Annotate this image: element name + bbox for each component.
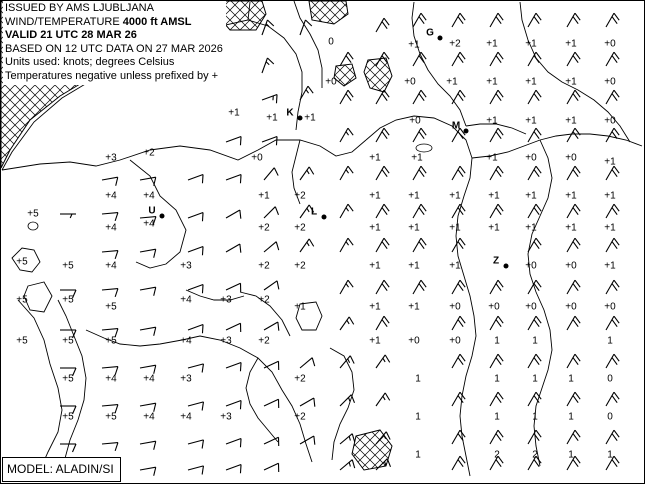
chart-header [3, 1, 226, 85]
header-basis: BASED ON 12 UTC DATA ON 27 MAR 2026 [5, 42, 223, 55]
wind-barb [320, 122, 360, 162]
temperature-value: +1 [411, 152, 423, 164]
wind-barb [320, 84, 360, 124]
wind-barb [320, 232, 360, 272]
station-marker [298, 116, 303, 121]
temperature-value: +1 [486, 38, 498, 50]
temperature-value: +4 [180, 335, 192, 347]
temperature-value: +4 [105, 222, 117, 234]
wind-barb [206, 122, 246, 162]
temperature-value: +2 [294, 260, 306, 272]
temperature-value: +1 [604, 260, 616, 272]
station-marker [438, 36, 443, 41]
temperature-value: +2 [294, 411, 306, 423]
wind-barb [40, 348, 80, 388]
temperature-value: +1 [604, 222, 616, 234]
wind-barb [320, 348, 360, 388]
temperature-value: +0 [604, 38, 616, 50]
temperature-value: 1 [532, 335, 538, 347]
temperature-value: 0 [607, 411, 613, 423]
temperature-value: +5 [105, 411, 117, 423]
wind-barb [432, 450, 472, 484]
station-label: Z [492, 255, 500, 267]
station-label: U [148, 205, 156, 217]
wind-barb [586, 450, 626, 484]
header-units: Units used: knots; degrees Celsius [5, 56, 175, 68]
temperature-value: +3 [105, 152, 117, 164]
wind-barb [470, 450, 510, 484]
temperature-value: +0 [409, 115, 421, 127]
temperature-value: +1 [565, 76, 577, 88]
wind-barb [120, 450, 160, 484]
temperature-value: +1 [304, 112, 316, 124]
temperature-value: +1 [486, 76, 498, 88]
temperature-value: +1 [408, 39, 420, 51]
temperature-value: +5 [16, 256, 28, 268]
temperature-value: 1 [415, 449, 421, 461]
temperature-value: +1 [565, 222, 577, 234]
temperature-value: 2 [532, 449, 538, 461]
header-issuing-office: ISSUED BY AMS LJUBLJANA [5, 2, 154, 14]
wind-barb [206, 232, 246, 272]
temperature-value: 1 [568, 449, 574, 461]
temperature-value: +0 [525, 152, 537, 164]
station-label: K [286, 107, 294, 119]
wind-barb [244, 450, 284, 484]
wind-barb [547, 348, 587, 388]
temperature-value: +4 [180, 411, 192, 423]
wind-barb [40, 310, 80, 350]
temperature-value: +1 [369, 222, 381, 234]
temperature-value: 1 [607, 335, 613, 347]
temperature-value: 1 [494, 373, 500, 385]
temperature-value: +4 [105, 260, 117, 272]
temperature-value: 0 [328, 36, 334, 48]
temperature-value: +2 [449, 38, 461, 50]
temperature-value: +0 [449, 301, 461, 313]
wind-barb [280, 424, 320, 464]
wind-barb [586, 348, 626, 388]
temperature-value: +5 [62, 294, 74, 306]
wind-barb [120, 270, 160, 310]
temperature-value: +1 [294, 301, 306, 313]
temperature-value: +4 [143, 218, 155, 230]
temperature-value: +1 [486, 152, 498, 164]
model-label: MODEL: ALADIN/SI [7, 462, 114, 476]
station-label: L [310, 206, 318, 218]
temperature-value: +3 [220, 294, 232, 306]
header-parameter: WIND/TEMPERATURE [5, 15, 123, 28]
temperature-value: +4 [143, 411, 155, 423]
temperature-value: 1 [607, 449, 613, 461]
station-marker [160, 214, 165, 219]
header-temperature-note: Temperatures negative unless prefixed by + [5, 69, 219, 82]
temperature-value: +1 [369, 335, 381, 347]
station-marker [504, 264, 509, 269]
temperature-value: +2 [143, 147, 155, 159]
temperature-value: +1 [408, 260, 420, 272]
wind-barb [470, 348, 510, 388]
temperature-value: +4 [143, 190, 155, 202]
temperature-value: +1 [525, 190, 537, 202]
wind-barb [432, 84, 472, 124]
temperature-value: 1 [494, 411, 500, 423]
wind-barb [508, 348, 548, 388]
temperature-value: +5 [62, 335, 74, 347]
temperature-value: 1 [415, 373, 421, 385]
wind-barb [470, 310, 510, 350]
temperature-value: +1 [369, 152, 381, 164]
temperature-value: +1 [266, 112, 278, 124]
temperature-value: +5 [16, 335, 28, 347]
station-marker [464, 129, 469, 134]
wind-barb [120, 310, 160, 350]
temperature-value: +1 [486, 115, 498, 127]
wind-barb [356, 46, 396, 86]
temperature-value: +1 [604, 190, 616, 202]
temperature-value: +1 [228, 107, 240, 119]
temperature-value: +0 [525, 301, 537, 313]
temperature-value: +3 [180, 260, 192, 272]
temperature-value: +0 [604, 76, 616, 88]
wind-barb [547, 450, 587, 484]
wind-barb [356, 348, 396, 388]
temperature-value: 1 [415, 411, 421, 423]
temperature-value: +1 [525, 76, 537, 88]
temperature-value: +5 [105, 301, 117, 313]
station-label: G [426, 27, 434, 39]
wind-barb [40, 386, 80, 426]
wind-barb [320, 310, 360, 350]
wind-barb [586, 310, 626, 350]
wind-barb [280, 15, 320, 55]
temperature-value: +5 [62, 260, 74, 272]
temperature-value: +1 [565, 38, 577, 50]
wind-barb [508, 310, 548, 350]
wind-barb [320, 450, 360, 484]
temperature-value: +5 [27, 208, 39, 220]
wind-barb [242, 15, 282, 55]
wind-barb [206, 348, 246, 388]
temperature-value: +1 [525, 222, 537, 234]
temperature-value: +3 [180, 373, 192, 385]
station-label: M [451, 120, 461, 132]
wind-barb [120, 232, 160, 272]
temperature-value: 1 [568, 411, 574, 423]
station-marker [322, 215, 327, 220]
temperature-value: +0 [449, 335, 461, 347]
temperature-value: +0 [488, 301, 500, 313]
temperature-value: +1 [369, 190, 381, 202]
temperature-value: +1 [369, 260, 381, 272]
temperature-value: +0 [565, 301, 577, 313]
temperature-value: +2 [258, 222, 270, 234]
temperature-value: +1 [565, 115, 577, 127]
wind-barb [547, 310, 587, 350]
wind-barb [320, 386, 360, 426]
temperature-value: +4 [180, 294, 192, 306]
temperature-value: +0 [525, 260, 537, 272]
temperature-value: +2 [294, 373, 306, 385]
temperature-value: +2 [258, 260, 270, 272]
wind-barb [40, 270, 80, 310]
temperature-value: +0 [565, 152, 577, 164]
temperature-value: 1 [532, 373, 538, 385]
temperature-value: +0 [325, 76, 337, 88]
temperature-value: +0 [604, 301, 616, 313]
temperature-value: +1 [565, 190, 577, 202]
temperature-value: 2 [494, 449, 500, 461]
temperature-value: +0 [408, 335, 420, 347]
temperature-value: +2 [258, 335, 270, 347]
temperature-value: +1 [604, 156, 616, 168]
temperature-value: +5 [16, 294, 28, 306]
header-parameter-level [5, 16, 223, 30]
wind-barb [244, 348, 284, 388]
temperature-value: 1 [494, 335, 500, 347]
header-validity: VALID 21 UTC 28 MAR 26 [5, 29, 137, 41]
wind-barb [320, 274, 360, 314]
temperature-value: +4 [105, 190, 117, 202]
temperature-value: 0 [607, 373, 613, 385]
temperature-value: +1 [525, 38, 537, 50]
wind-barb [356, 386, 396, 426]
wind-barb [244, 386, 284, 426]
wind-barb [168, 160, 208, 200]
wind-barb [168, 450, 208, 484]
temperature-value: +2 [294, 190, 306, 202]
temperature-value: +1 [449, 260, 461, 272]
temperature-value: +0 [604, 115, 616, 127]
temperature-value: +2 [294, 222, 306, 234]
temperature-value: +1 [446, 76, 458, 88]
temperature-value: +0 [251, 152, 263, 164]
temperature-value: +1 [258, 190, 270, 202]
temperature-value: +4 [143, 373, 155, 385]
header-level: 4000 ft AMSL [122, 15, 192, 28]
temperature-value: +1 [408, 222, 420, 234]
wind-barb [508, 386, 548, 426]
wind-barb [470, 386, 510, 426]
wind-barb [320, 160, 360, 200]
temperature-value: +5 [105, 335, 117, 347]
temperature-value: +1 [449, 190, 461, 202]
wind-barb [206, 160, 246, 200]
wind-barb [356, 84, 396, 124]
temperature-value: +1 [408, 301, 420, 313]
temperature-value: +0 [404, 76, 416, 88]
model-label-box [2, 457, 121, 482]
temperature-value: +2 [258, 294, 270, 306]
temperature-value: +1 [488, 190, 500, 202]
temperature-value: +5 [62, 373, 74, 385]
wind-barb [432, 348, 472, 388]
temperature-value: +1 [408, 190, 420, 202]
temperature-value: +1 [488, 222, 500, 234]
wind-barb [586, 386, 626, 426]
temperature-value: 1 [532, 411, 538, 423]
temperature-value: +1 [369, 301, 381, 313]
wind-barb [508, 450, 548, 484]
temperature-value: +1 [525, 115, 537, 127]
temperature-value: +4 [105, 373, 117, 385]
temperature-value: +5 [62, 411, 74, 423]
temperature-value: 1 [568, 373, 574, 385]
temperature-value: +0 [565, 260, 577, 272]
wind-barb [547, 386, 587, 426]
wind-barb [40, 194, 80, 234]
wind-barb [432, 386, 472, 426]
temperature-value: +3 [220, 411, 232, 423]
wind-barb [356, 450, 396, 484]
temperature-value: +3 [220, 335, 232, 347]
temperature-value: +1 [449, 222, 461, 234]
wind-barb [206, 450, 246, 484]
